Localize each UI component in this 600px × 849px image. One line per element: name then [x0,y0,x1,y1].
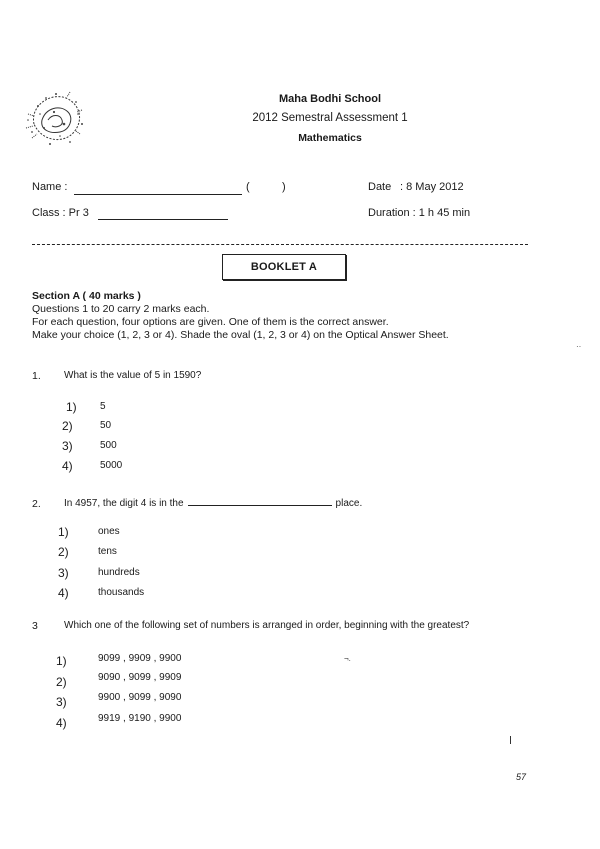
instruction-line: For each question, four options are given. One of them is the correct answer. [32,316,389,328]
option-number: 3) [56,695,67,709]
option-number: 1) [66,400,77,414]
option-text: hundreds [98,567,140,578]
question-number: 2. [32,498,41,510]
option-text: 9900 , 9099 , 9090 [98,692,182,703]
option-text: tens [98,546,117,557]
option-text: thousands [98,587,145,598]
option-number: 4) [56,716,67,730]
question-text-after: place. [335,498,363,509]
option-number: 3) [62,439,73,453]
scan-speck: ¬. [344,654,351,663]
answer-blank [188,505,332,506]
question-text: Which one of the following set of numbers is arranged in order, beginning with the greatest? [64,620,470,631]
option-number: 2) [58,545,69,559]
option-text: 5000 [100,460,123,471]
booklet-label: BOOKLET A [222,254,346,280]
section-title: Section A ( 40 marks ) [32,290,141,302]
index-paren-close: ) [282,181,286,193]
class-underline [98,219,228,220]
option-number: 2) [62,419,73,433]
option-text: 9090 , 9099 , 9909 [98,672,182,683]
scan-mark [510,736,511,744]
index-paren-open: ( [246,181,250,193]
option-number: 2) [56,675,67,689]
subject-title: Mathematics [298,132,362,144]
header-divider [32,244,528,245]
question-text-before: In 4957, the digit 4 is in the [64,498,184,509]
option-text: ones [98,526,120,537]
option-text: 500 [100,440,117,451]
option-number: 4) [58,586,69,600]
question-text: What is the value of 5 in 1590? [64,370,202,381]
option-text: 5 [100,401,106,412]
question-number: 1. [32,370,41,382]
option-text: 50 [100,420,112,431]
scan-speck: ·· [576,342,582,351]
question-text [64,498,362,509]
date-label: Date [368,181,392,193]
option-text: 9919 , 9190 , 9900 [98,713,182,724]
name-label: Name : [32,181,68,193]
question-number: 3 [32,620,38,632]
page-mark: 57 [516,772,527,782]
date-value: : 8 May 2012 [400,181,464,193]
name-underline [74,194,242,195]
option-text: 9099 , 9909 , 9900 [98,653,182,664]
duration-label: Duration : 1 h 45 min [368,207,471,219]
option-number: 3) [58,566,69,580]
school-name: Maha Bodhi School [278,93,382,105]
option-number: 1) [58,525,69,539]
option-number: 4) [62,459,73,473]
assessment-title: 2012 Semestral Assessment 1 [252,112,408,124]
instruction-line: Make your choice (1, 2, 3 or 4). Shade the oval (1, 2, 3 or 4) on the Optical Answer Sheet. [32,329,449,341]
option-number: 1) [56,654,67,668]
instruction-line: Questions 1 to 20 carry 2 marks each. [32,303,210,315]
class-label: Class : Pr 3 [32,207,89,219]
